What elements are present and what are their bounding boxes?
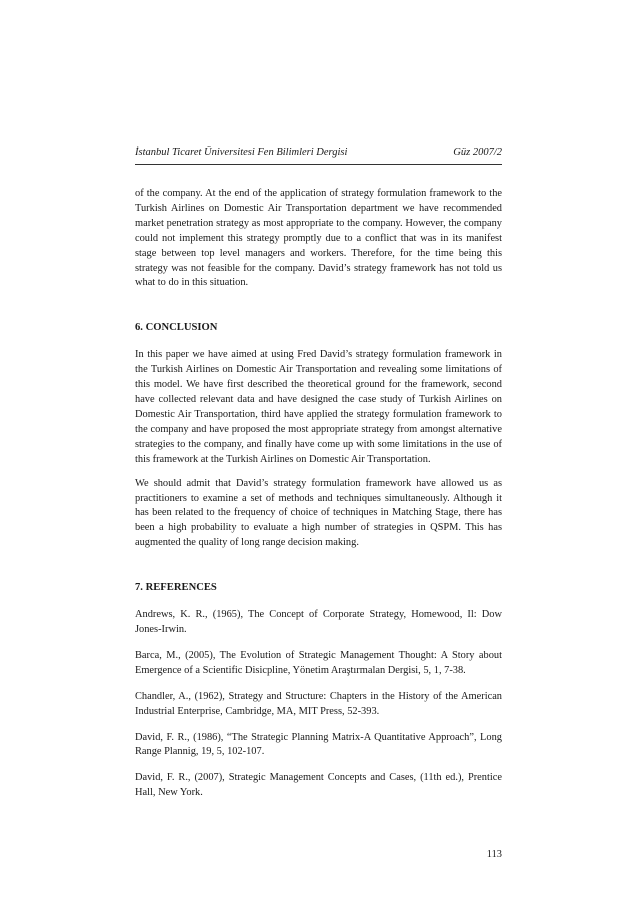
intro-paragraph: of the company. At the end of the application of strategy formulation framework to the Turkish Airlines on Domestic Air Transportation department we have recommended market penetration strategy as most appropriate to the company. However, the company could not implement this strategy promptly due to a conflict that was in its manifest stage between top level managers and workers. Therefore, for the time being this strategy was not feasible for the company. David’s strategy framework has not told us what to do in this situation. [135,188,502,289]
conclusion-paragraph: In this paper we have aimed at using Fred David’s strategy formulation framework in the Turkish Airlines on Domestic Air Transportation and revealing some limitations of this model. We have first described the theoretical ground for the framework, second have collected relevant data and have designed the case study of Turkish Airlines on Domestic Air Transportation, third have applied the strategy formulation framework to the company and have proposed the most appropriate strategy from amongst alternative strategies to the company, and finally have come up with some limitations in the use of this framework at the Turkish Airlines on Domestic Air Transportation. [135,349,502,465]
reference-item: David, F. R., (1986), “The Strategic Planning Matrix-A Quantitative Approach”, Long Range Plannig, 19, 5, 102-107. [135,731,502,758]
running-header [135,146,502,165]
conclusion-heading: 6. CONCLUSION [135,322,218,334]
journal-title: İstanbul Ticaret Üniversitesi Fen Bilimleri Dergisi [135,147,348,158]
reference-list [135,608,502,801]
page-content [135,146,502,812]
conclusion-paragraph: We should admit that David’s strategy formulation framework have allowed us as practitioners to examine a set of methods and techniques simultaneously. Although it has been related to the frequency of choice of techniques in Matching Stage, there has been a high probability to evaluate a high number of strategies in QSPM. This has augmented the quality of long range decision making. [135,477,502,549]
page-number: 113 [486,849,502,860]
issue-label: Güz 2007/2 [453,147,502,158]
reference-item: David, F. R., (2007), Strategic Management Concepts and Cases, (11th ed.), Prentice Hall, New York. [135,772,502,799]
reference-item: Andrews, K. R., (1965), The Concept of Corporate Strategy, Homewood, Il: Dow Jones-Irwin. [135,609,502,636]
reference-item: Chandler, A., (1962), Strategy and Structure: Chapters in the History of the American Industrial Enterprise, Cambridge, MA, MIT Press, 52-393. [135,690,502,717]
references-heading: 7. REFERENCES [135,582,217,594]
reference-item: Barca, M., (2005), The Evolution of Strategic Management Thought: A Story about Emergence of a Scientific Disicpline, Yönetim Araştırmalan Dergisi, 5, 1, 7-38. [135,649,502,676]
